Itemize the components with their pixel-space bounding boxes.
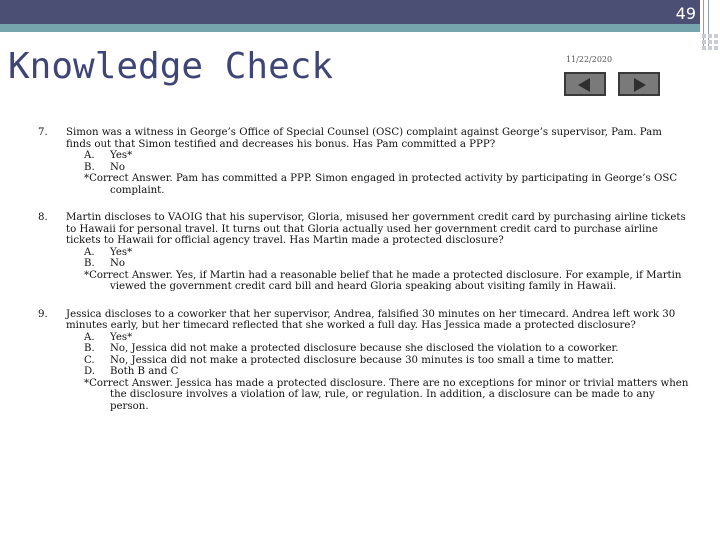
- question-number: 7.: [38, 127, 48, 138]
- correct-answer-text: *Correct Answer. Yes, if Martin had a reasonable belief that he made a protected disclosure. For example, if Martin viewed the government credit card bill and heard Gloria speaking about visiting family in Hawaii.: [84, 269, 682, 292]
- next-slide-button[interactable]: [618, 72, 660, 96]
- triangle-right-icon: [634, 78, 646, 92]
- question-text: Jessica discloses to a coworker that her supervisor, Andrea, falsified 30 minutes on her timecard. Andrea left work 30 minutes early, but her timecard reflected that she worked a full day. Has Jessica made a protected disclosure?: [66, 308, 676, 331]
- grid-decoration-icon: [702, 34, 718, 50]
- question-item: [38, 309, 690, 413]
- answer-option: B. No: [84, 258, 126, 269]
- question-number: 8.: [38, 212, 48, 223]
- answer-option: D. Both B and C: [84, 366, 179, 377]
- question-number: 9.: [38, 308, 48, 320]
- correct-answer-text: *Correct Answer. Pam has committed a PPP. Simon engaged in protected activity by participating in George’s OSC complaint.: [84, 173, 678, 196]
- answer-option: A. Yes*: [84, 150, 133, 161]
- answer-option: B. No: [84, 161, 126, 173]
- slide-date: 11/22/2020: [566, 55, 613, 64]
- question-item: [38, 212, 690, 293]
- page-number: 49: [675, 4, 696, 23]
- question-item: [38, 127, 690, 196]
- previous-slide-button[interactable]: [564, 72, 606, 96]
- header-bar: [0, 0, 700, 24]
- answer-option: A. Yes*: [84, 246, 133, 258]
- answer-option: C. No, Jessica did not make a protected disclosure because 30 minutes is too small a time to matter.: [84, 354, 614, 366]
- header-accent-bar: [0, 24, 700, 32]
- answer-option: B. No, Jessica did not make a protected disclosure because she disclosed the violation to a coworker.: [84, 343, 619, 354]
- correct-answer-text: *Correct Answer. Jessica has made a protected disclosure. There are no exceptions for minor or trivial matters when the disclosure involves a violation of law, rule, or regulation. In addition, a disclosure can be made to any person.: [84, 377, 689, 412]
- question-list: [38, 127, 690, 428]
- question-text: Martin discloses to VAOIG that his supervisor, Gloria, misused her government credit card by purchasing airline tickets to Hawaii for personal travel. It turns out that Gloria actually used her government credit card to purchase airline tickets to Hawaii for official agency travel. Has Martin made a protected disclosure?: [66, 212, 686, 246]
- triangle-left-icon: [578, 78, 590, 92]
- answer-option: A. Yes*: [84, 331, 133, 343]
- question-text: Simon was a witness in George’s Office of Special Counsel (OSC) complaint against George’s supervisor, Pam. Pam finds out that Simon testified and decreases his bonus. Has Pam committed a PPP?: [66, 127, 662, 150]
- page-title: Knowledge Check: [8, 46, 334, 87]
